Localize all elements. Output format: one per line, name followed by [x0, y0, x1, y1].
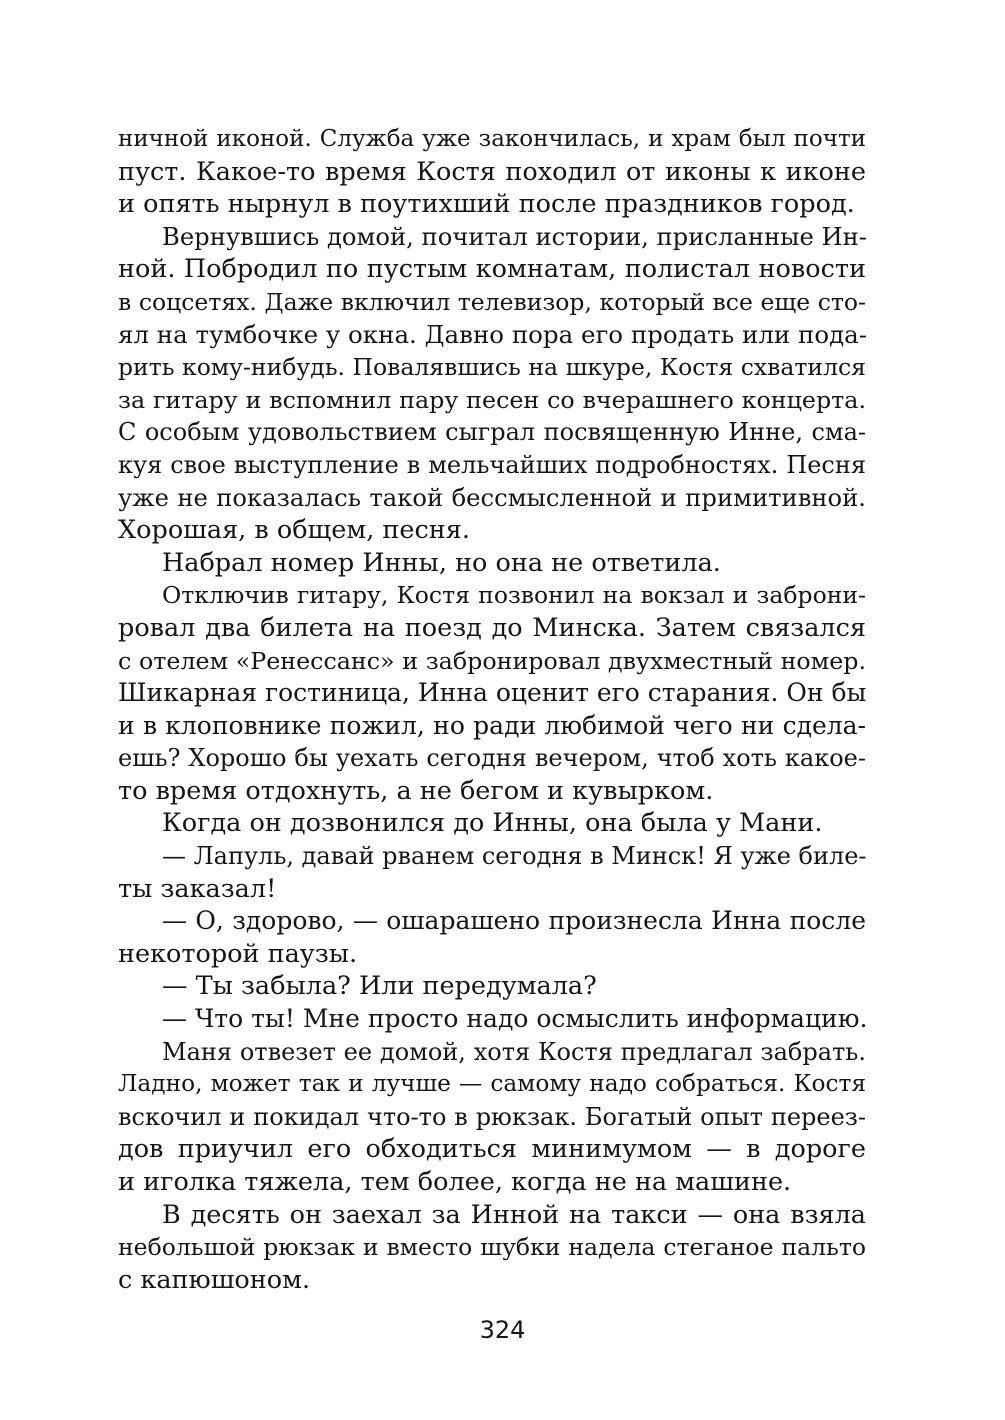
text-line: — О, здорово, — ошарашено произнесла Инна после	[162, 906, 866, 936]
text-line: пуст. Какое-то время Костя походил от иконы к иконе	[118, 156, 866, 187]
text-line: Ладно, может так и лучше — самому надо собраться. Костя	[118, 1070, 866, 1098]
page-number: 324	[479, 1316, 526, 1344]
text-line: ял на тумбочке у окна. Давно пора его продать или пода-	[118, 319, 868, 349]
text-line: и опять нырнул в поутихший после праздников город.	[118, 189, 855, 220]
text-line: Когда он дозвонился до Инны, она была у Мани.	[162, 808, 823, 839]
text-line: ничной иконой. Служба уже закончилась, и храм был почти	[118, 126, 866, 152]
text-line: рить кому-нибудь. Повалявшись на шкуре, Костя схватился	[118, 353, 866, 382]
text-line: — Что ты! Мне просто надо осмыслить информацию.	[162, 1004, 868, 1034]
text-line: Набрал номер Инны, но она не ответила.	[162, 547, 721, 578]
text-line: Шикарная гостиница, Инна оценит его старания. Он бы	[118, 678, 867, 708]
text-line: и в клоповнике пожил, но ради любимой чего ни сдела-	[118, 710, 866, 740]
page-body	[118, 123, 866, 1296]
text-line: дов приучил его обходиться минимумом — в дороге	[118, 1134, 866, 1165]
text-line: Вернувшись домой, почитал истории, присланные Ин-	[162, 221, 868, 251]
text-line: С особым удовольствием сыграл посвященную Инне, сма-	[118, 418, 866, 447]
text-line: то время отдохнуть, а не бегом и кувырком.	[118, 775, 714, 806]
text-line: ровал два билета на поезд до Минска. Затем связался	[118, 612, 866, 643]
text-line: ной. Побродил по пустым комнатам, полистал новости	[118, 254, 866, 285]
text-line: с отелем «Ренессанс» и забронировал двухместный номер.	[118, 646, 866, 675]
text-line: с капюшоном.	[118, 1264, 311, 1295]
text-line: за гитару и вспомнил пару песен со вчерашнего концерта.	[118, 385, 866, 414]
text-line: вскочил и покидал что-то в рюкзак. Богатый опыт переез-	[118, 1102, 866, 1131]
text-line: небольшой рюкзак и вместо шубки надела стеганое пальто	[118, 1233, 866, 1262]
text-line: и иголка тяжела, тем более, когда не на машине.	[118, 1167, 792, 1197]
text-line: Хорошая, в общем, песня.	[118, 515, 470, 546]
text-line: Маня отвезет ее домой, хотя Костя предлагал забрать.	[162, 1037, 866, 1066]
text-line: в соцсетях. Даже включил телевизор, который все еще сто-	[118, 287, 866, 316]
text-line: — Лапуль, давай рванем сегодня в Минск! Я уже биле-	[162, 842, 867, 871]
text-line: куя свое выступление в мельчайших подробностях. Песня	[118, 450, 866, 479]
text-line: В десять он заехал за Инной на такси — она взяла	[162, 1199, 866, 1230]
text-line: ты заказал!	[118, 873, 277, 904]
text-line: некоторой паузы.	[118, 938, 358, 969]
text-line: Отключив гитару, Костя позвонил на вокзал и заброни-	[162, 581, 866, 610]
text-line: уже не показалась такой бессмысленной и примитивной.	[118, 482, 866, 512]
text-line: ешь? Хорошо бы уехать сегодня вечером, чтоб хоть какое-	[118, 744, 866, 773]
text-line: — Ты забыла? Или передумала?	[162, 971, 597, 1002]
